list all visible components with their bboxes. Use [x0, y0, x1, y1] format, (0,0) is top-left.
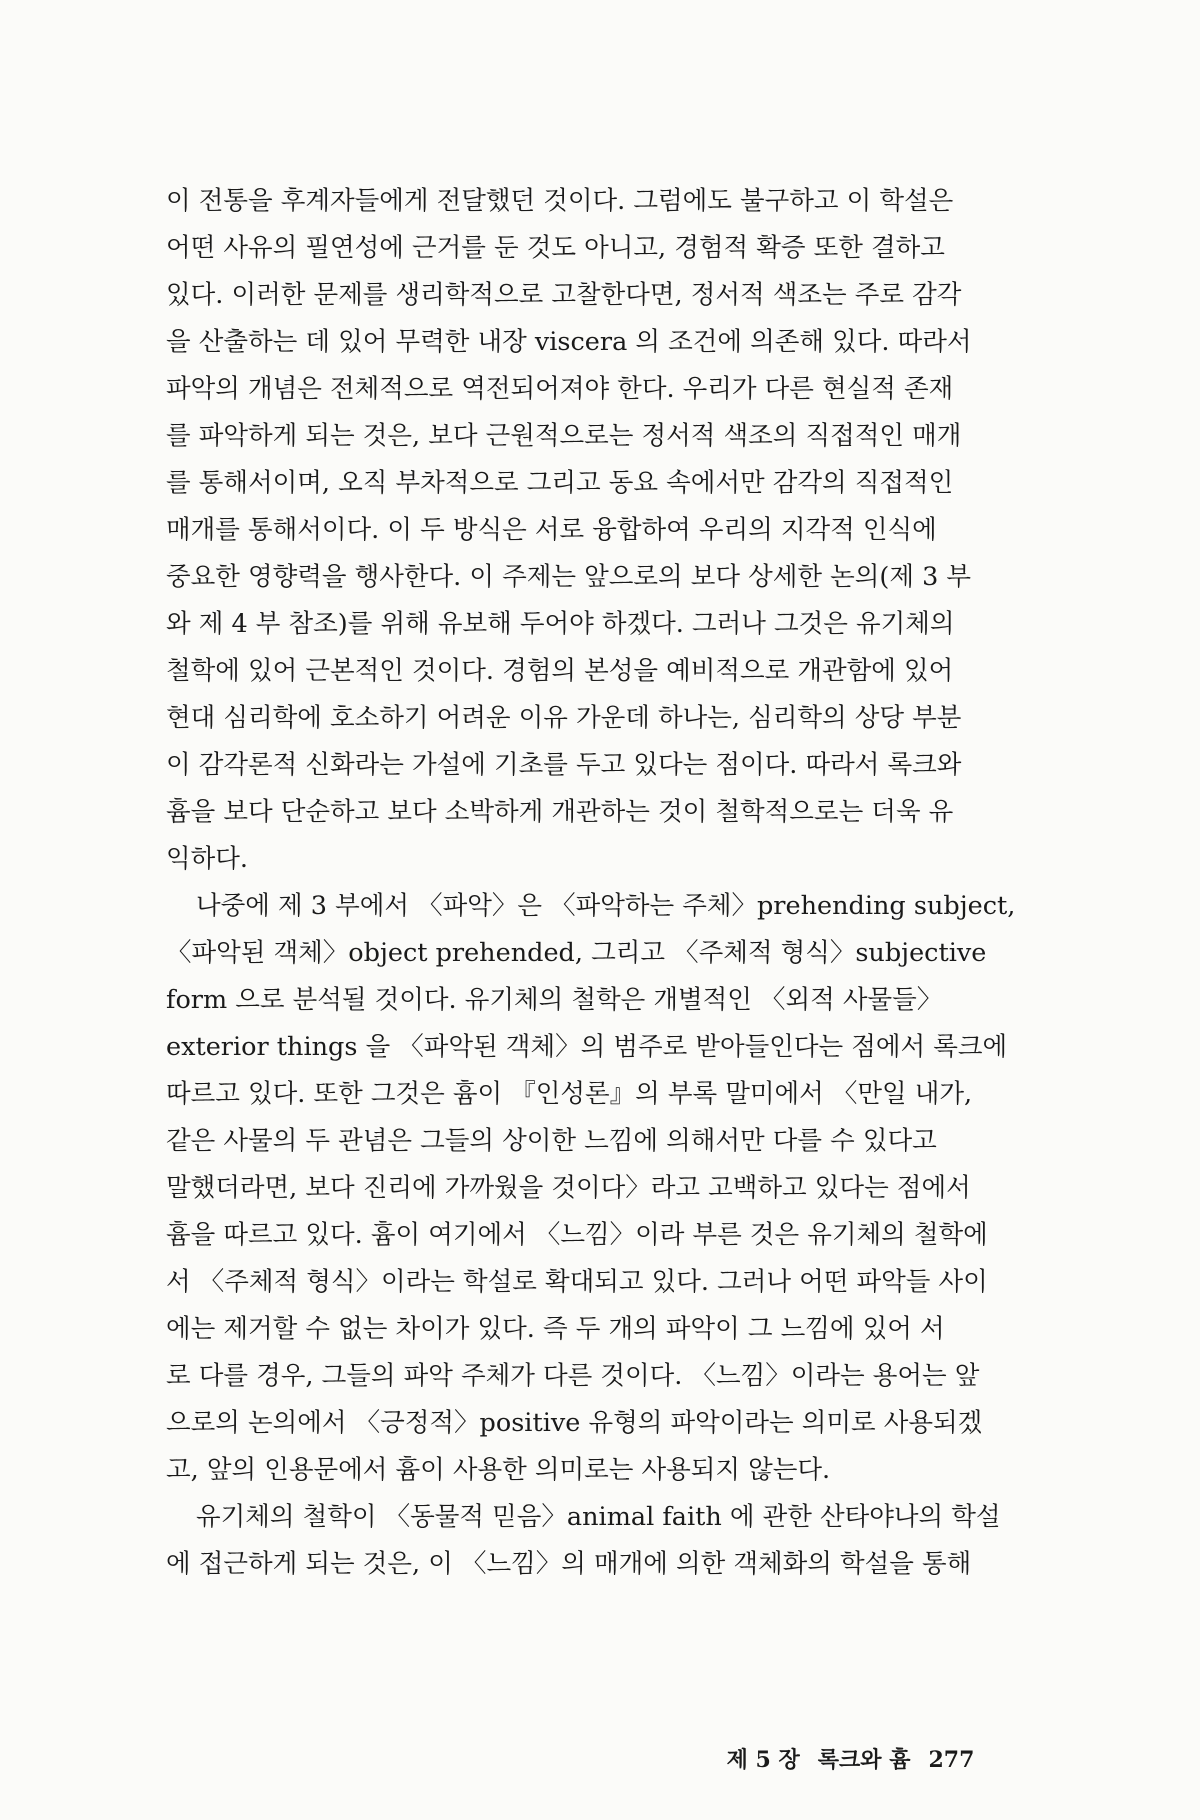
text-line: 말했더라면, 보다 진리에 가까웠을 것이다〉라고 고백하고 있다는 점에서: [166, 1173, 971, 1203]
text-line: 파악의 개념은 전체적으로 역전되어져야 한다. 우리가 다른 현실적 존재: [166, 374, 954, 404]
text-line: form 으로 분석될 것이다. 유기체의 철학은 개별적인 〈외적 사물들〉: [166, 985, 943, 1015]
text-line: exterior things 을 〈파악된 객체〉의 범주로 받아들인다는 점에서 록크에: [166, 1032, 1008, 1062]
text-line: 와 제 4 부 참조)를 위해 유보해 두어야 하겠다. 그러나 그것은 유기체의: [166, 609, 955, 639]
text-line: 에는 제거할 수 없는 차이가 있다. 즉 두 개의 파악이 그 느낌에 있어 서: [166, 1314, 945, 1344]
page-number: 277: [928, 1747, 975, 1773]
text-line: 어떤 사유의 필연성에 근거를 둔 것도 아니고, 경험적 확증 또한 결하고: [166, 233, 945, 263]
text-line: 이 감각론적 신화라는 가설에 기초를 두고 있다는 점이다. 따라서 록크와: [166, 750, 962, 780]
text-line: 서 〈주체적 형식〉이라는 학설로 확대되고 있다. 그러나 어떤 파악들 사이: [166, 1267, 988, 1297]
body-text: [166, 178, 1032, 1588]
footer-title: 록크와 흄: [817, 1747, 911, 1773]
text-line: 로 다를 경우, 그들의 파악 주체가 다른 것이다. 〈느낌〉이라는 용어는 앞: [166, 1361, 980, 1391]
text-line: 〈파악된 객체〉object prehended, 그리고 〈주체적 형식〉subjective: [166, 938, 987, 968]
footer-chapter: 제 5 장: [726, 1747, 800, 1773]
text-line: 따르고 있다. 또한 그것은 흄이 『인성론』의 부록 말미에서 〈만일 내가,: [166, 1079, 973, 1109]
text-line: 같은 사물의 두 관념은 그들의 상이한 느낌에 의해서만 다를 수 있다고: [166, 1126, 937, 1156]
text-line: 흄을 보다 단순하고 보다 소박하게 개관하는 것이 철학적으로는 더욱 유: [166, 797, 954, 827]
paragraph-start-line: 유기체의 철학이 〈동물적 믿음〉animal faith 에 관한 산타야나의 학설: [196, 1502, 1001, 1532]
text-line: 를 통해서이며, 오직 부차적으로 그리고 동요 속에서만 감각의 직접적인: [166, 468, 954, 498]
text-line: 철학에 있어 근본적인 것이다. 경험의 본성을 예비적으로 개관함에 있어: [166, 656, 954, 686]
text-line: 흄을 따르고 있다. 흄이 여기에서 〈느낌〉이라 부른 것은 유기체의 철학에: [166, 1220, 988, 1250]
text-line: 이 전통을 후계자들에게 전달했던 것이다. 그럼에도 불구하고 이 학설은: [166, 186, 954, 216]
running-footer: [696, 1700, 975, 1773]
text-line: 으로의 논의에서 〈긍정적〉positive 유형의 파악이라는 의미로 사용되겠: [166, 1408, 983, 1438]
text-line: 매개를 통해서이다. 이 두 방식은 서로 융합하여 우리의 지각적 인식에: [166, 515, 937, 545]
text-line: 을 산출하는 데 있어 무력한 내장 viscera 의 조건에 의존해 있다. 따라서: [166, 327, 972, 357]
text-line: 를 파악하게 되는 것은, 보다 근원적으로는 정서적 색조의 직접적인 매개: [166, 421, 962, 451]
text-line: 중요한 영향력을 행사한다. 이 주제는 앞으로의 보다 상세한 논의(제 3 부: [166, 562, 972, 592]
text-line: 고, 앞의 인용문에서 흄이 사용한 의미로는 사용되지 않는다.: [166, 1455, 831, 1485]
text-line: 에 접근하게 되는 것은, 이 〈느낌〉의 매개에 의한 객체화의 학설을 통해: [166, 1549, 972, 1579]
text-line: 있다. 이러한 문제를 생리학적으로 고찰한다면, 정서적 색조는 주로 감각: [166, 280, 962, 310]
paragraph-start-line: 나중에 제 3 부에서 〈파악〉은 〈파악하는 주체〉prehending subject,: [196, 891, 1016, 921]
text-line: 익하다.: [166, 844, 249, 874]
text-line: 현대 심리학에 호소하기 어려운 이유 가운데 하나는, 심리학의 상당 부분: [166, 703, 962, 733]
